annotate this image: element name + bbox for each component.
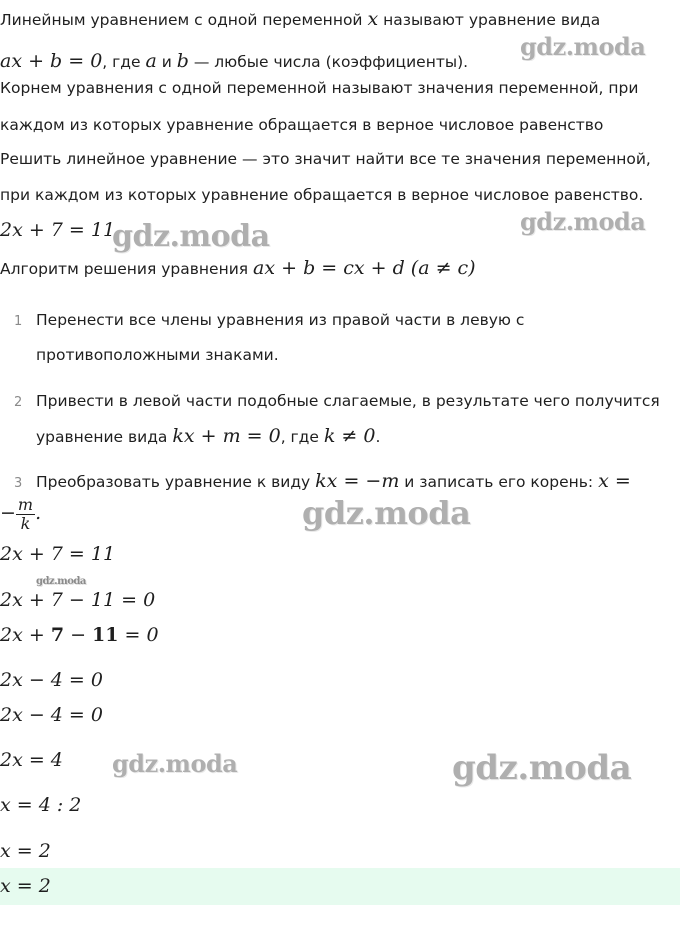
term: = 0 xyxy=(118,624,159,646)
watermark-small: gdz.moda xyxy=(36,576,86,587)
text: и записать его корень: xyxy=(399,473,599,491)
term: 2x + xyxy=(0,624,51,646)
root-definition-line-1: Корнем уравнения с одной переменной называют значения переменной, при xyxy=(0,79,639,97)
algorithm-title xyxy=(0,257,476,279)
step-number: 2 xyxy=(14,395,23,410)
step-2-line-2 xyxy=(36,425,380,447)
solution-step: 2x + 7 − 11 = 0 xyxy=(0,589,156,611)
watermark: gdz.moda xyxy=(112,219,270,254)
root-definition-line-2: каждом из которых уравнение обращается в верное числовое равенство xyxy=(0,116,604,134)
algorithm-text: Алгоритм решения уравнения xyxy=(0,260,254,278)
algorithm-equation: ax + b = cx + d (a ≠ c) xyxy=(253,257,476,279)
answer: x = 2 xyxy=(0,875,51,897)
equation: x = xyxy=(598,470,631,492)
text: и xyxy=(156,53,177,71)
step-3-line-1 xyxy=(36,470,631,492)
term: − xyxy=(64,624,93,646)
definition-line-1 xyxy=(0,8,600,30)
text: уравнение вида xyxy=(36,428,173,446)
watermark: gdz.moda xyxy=(520,32,646,61)
solution-step: x = 4 : 2 xyxy=(0,794,82,816)
definition-text-end: называют уравнение вида xyxy=(378,11,601,29)
bold-term: 7 xyxy=(50,624,65,646)
condition: k ≠ 0 xyxy=(323,425,376,447)
minus-sign: − xyxy=(0,502,16,524)
fraction xyxy=(16,496,35,533)
solution-step: 2x − 4 = 0 xyxy=(0,704,103,726)
step-2-line-1: Привести в левой части подобные слагаемые, в результате чего получится xyxy=(36,392,660,410)
coef-a: a xyxy=(145,50,157,72)
equation: kx + m = 0 xyxy=(172,425,281,447)
numerator: m xyxy=(17,495,34,514)
text: , где xyxy=(102,53,146,71)
solve-definition-line-2: при каждом из которых уравнение обращается в верное числовое равенство. xyxy=(0,186,644,204)
text: Преобразовать уравнение к виду xyxy=(36,473,316,491)
solution-step: 2x + 7 = 11 xyxy=(0,543,116,565)
definition-text: Линейным уравнением с одной переменной xyxy=(0,11,368,29)
solution-step: 2x − 4 = 0 xyxy=(0,669,103,691)
solve-definition-line-1: Решить линейное уравнение — это значит найти все те значения переменной, xyxy=(0,150,651,168)
equation: kx = −m xyxy=(315,470,400,492)
step-3-line-2 xyxy=(0,496,41,533)
watermark: gdz.moda xyxy=(302,494,471,532)
period: . xyxy=(35,502,42,524)
solution-step: 2x = 4 xyxy=(0,749,63,771)
coef-b: b xyxy=(176,50,189,72)
bold-term: 11 xyxy=(92,624,119,646)
step-number: 3 xyxy=(14,476,23,491)
watermark: gdz.moda xyxy=(112,749,238,778)
text: — любые числа (коэффициенты). xyxy=(188,53,469,71)
variable-x: x xyxy=(367,8,379,30)
answer-highlight xyxy=(0,868,680,905)
denominator: k xyxy=(20,514,31,533)
given-equation: 2x + 7 = 11 xyxy=(0,219,116,241)
text: , где xyxy=(280,428,324,446)
watermark: gdz.moda xyxy=(452,748,632,788)
step-1-line-2: противоположными знаками. xyxy=(36,346,279,364)
solution-step-bold xyxy=(0,624,159,646)
solution-step: x = 2 xyxy=(0,840,51,862)
step-1-line-1: Перенести все члены уравнения из правой части в левую с xyxy=(36,311,525,329)
general-equation: ax + b = 0 xyxy=(0,50,103,72)
step-number: 1 xyxy=(14,314,23,329)
watermark: gdz.moda xyxy=(520,207,646,236)
definition-line-2 xyxy=(0,50,468,72)
text: . xyxy=(375,428,381,446)
